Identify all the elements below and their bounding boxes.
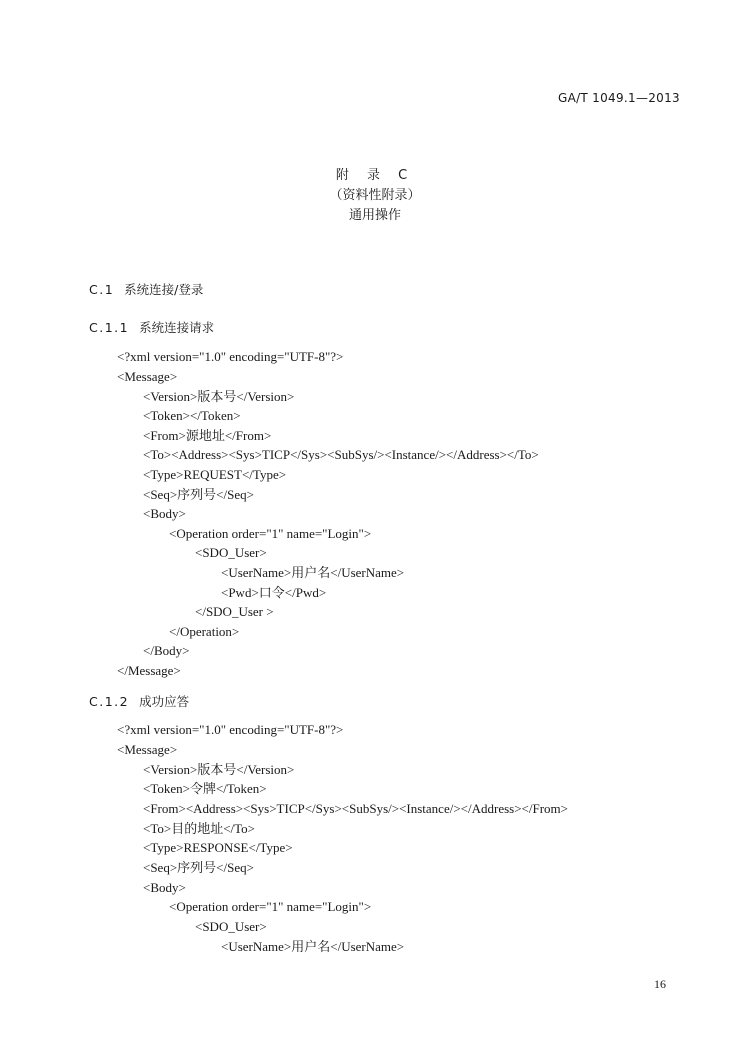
- code-line: <?xml version="1.0" encoding="UTF-8"?>: [117, 349, 344, 364]
- code-line: <?xml version="1.0" encoding="UTF-8"?>: [117, 722, 344, 737]
- page-number: 16: [654, 977, 666, 991]
- code-line: <From>源地址</From>: [143, 428, 272, 443]
- code-line: <To><Address><Sys>TICP</Sys><SubSys/><Instance/></Address></To>: [143, 447, 539, 462]
- code-line: <To>目的地址</To>: [143, 821, 256, 836]
- code-line: <Message>: [117, 742, 178, 757]
- code-line: <UserName>用户名</UserName>: [221, 939, 405, 954]
- code-line: <SDO_User>: [195, 919, 267, 934]
- code-line: <SDO_User>: [195, 545, 267, 560]
- code-line: <Message>: [117, 369, 178, 384]
- annex-subtitle: （资料性附录）: [329, 188, 421, 203]
- code-line: <Type>RESPONSE</Type>: [143, 840, 293, 855]
- section-number: C.1.2: [89, 694, 130, 709]
- section-number: C.1: [89, 282, 115, 297]
- code-line: <Token>令牌</Token>: [143, 781, 267, 796]
- code-line: <Version>版本号</Version>: [143, 389, 295, 404]
- code-line: <Seq>序列号</Seq>: [143, 487, 254, 502]
- code-line: </SDO_User >: [195, 604, 274, 619]
- annex-title: 附 录 C: [335, 168, 415, 183]
- section-heading-c1: [89, 280, 203, 298]
- code-line: <From><Address><Sys>TICP</Sys><SubSys/><Instance/></Address></From>: [143, 801, 568, 816]
- section-title: 系统连接/登录: [124, 282, 204, 297]
- section-number: C.1.1: [89, 320, 130, 335]
- code-line: <Version>版本号</Version>: [143, 762, 295, 777]
- code-line: <Seq>序列号</Seq>: [143, 860, 254, 875]
- annex-name: 通用操作: [348, 208, 401, 223]
- code-line: </Message>: [117, 663, 181, 678]
- section-title: 成功应答: [139, 694, 190, 709]
- code-line: <Pwd>口令</Pwd>: [221, 585, 327, 600]
- code-line: </Operation>: [169, 624, 240, 639]
- document-number: GA/T 1049.1—2013: [557, 91, 680, 105]
- code-line: <Body>: [143, 880, 186, 895]
- section-heading-c1-1: [89, 318, 214, 336]
- code-line: <Operation order="1" name="Login">: [169, 899, 372, 914]
- code-line: <Token></Token>: [143, 408, 241, 423]
- section-heading-c1-2: [89, 692, 189, 710]
- code-line: <Operation order="1" name="Login">: [169, 526, 372, 541]
- code-line: <UserName>用户名</UserName>: [221, 565, 405, 580]
- code-line: <Body>: [143, 506, 186, 521]
- code-line: <Type>REQUEST</Type>: [143, 467, 287, 482]
- section-title: 系统连接请求: [139, 320, 215, 335]
- code-line: </Body>: [143, 643, 190, 658]
